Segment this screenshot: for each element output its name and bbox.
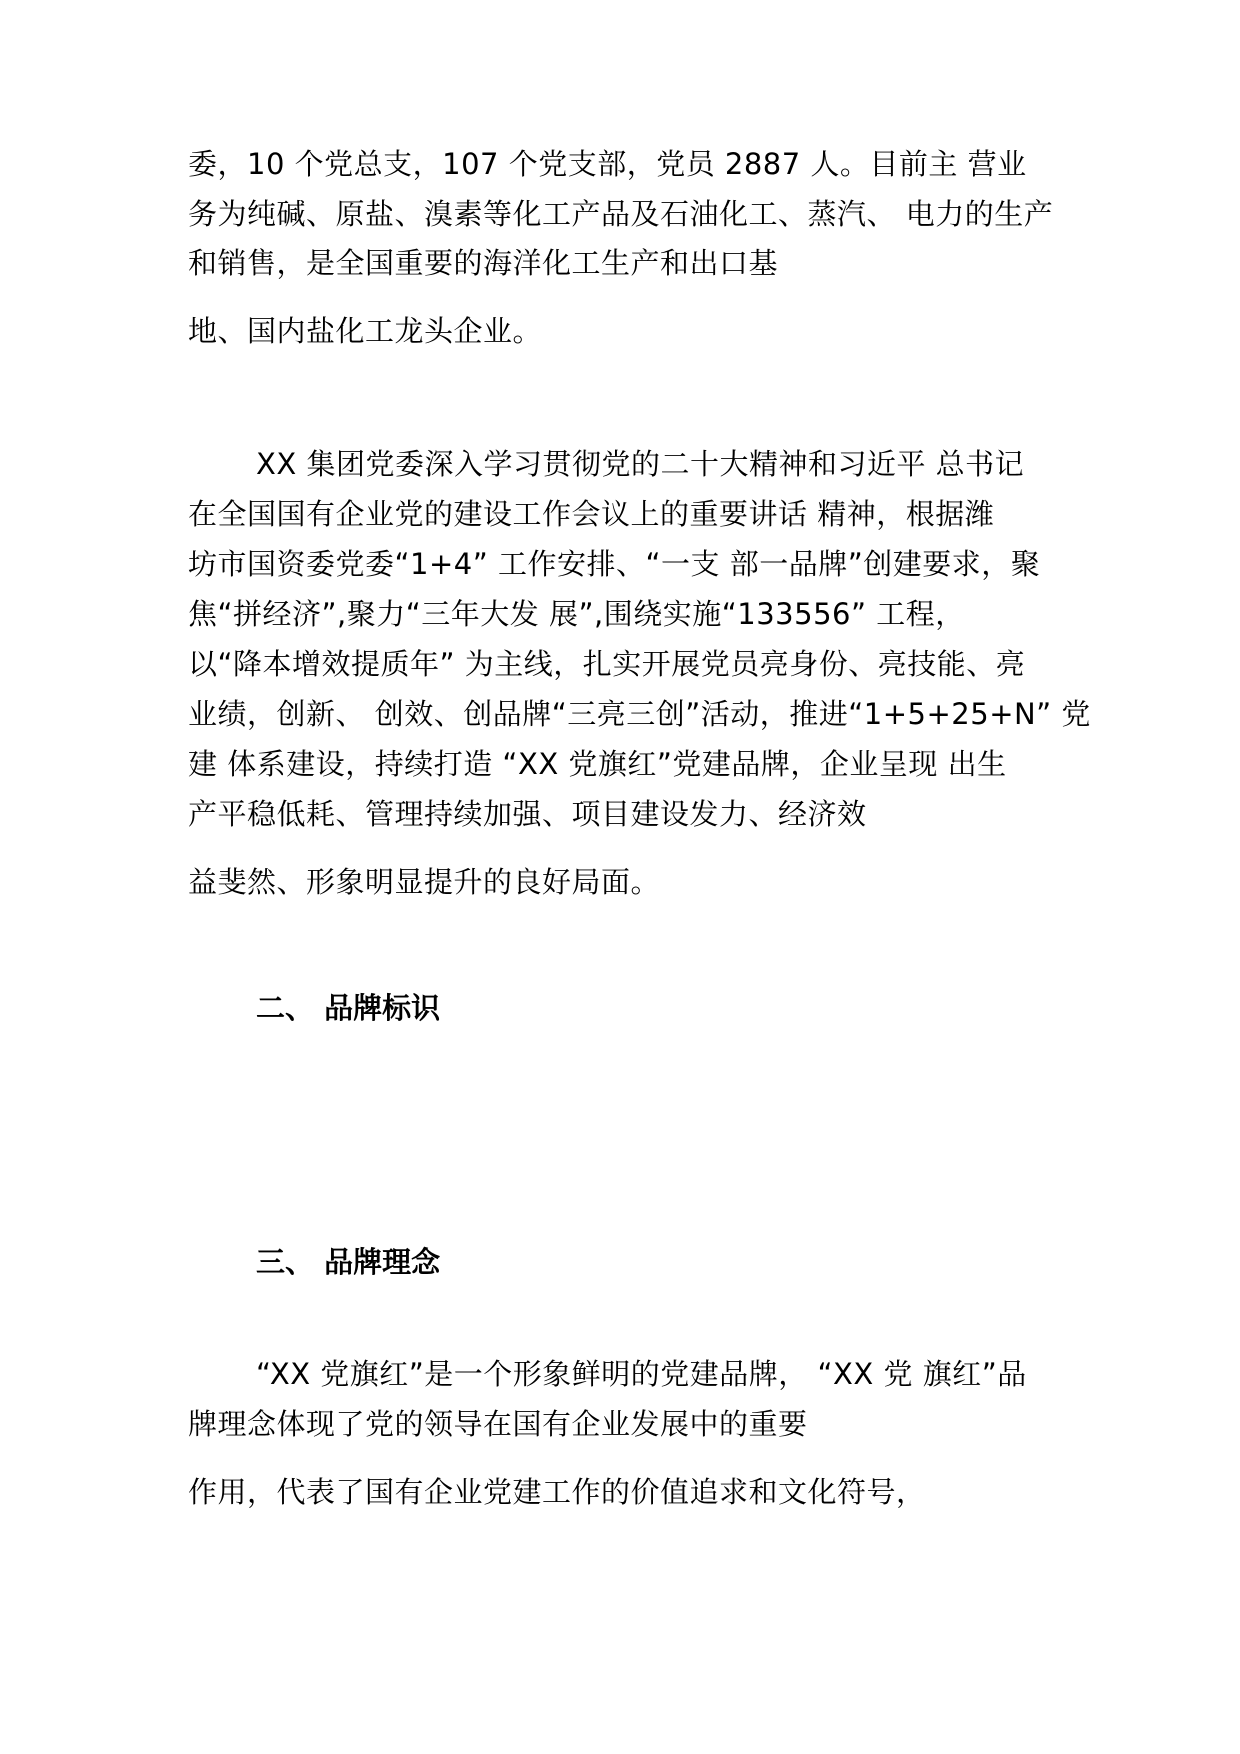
- paragraph-2-line-9: 益斐然、形象明显提升的良好局面。: [188, 865, 661, 899]
- paragraph-3-line-2: 牌理念体现了党的领导在国有企业发展中的重要: [188, 1407, 808, 1441]
- paragraph-1-line-1: 委，10 个党总支，107 个党支部，党员 2887 人。目前主 营业: [188, 147, 1027, 181]
- paragraph-1-line-3: 和销售，是全国重要的海洋化工生产和出口基: [188, 246, 779, 280]
- heading-brand-logo: 二、 品牌标识: [256, 991, 441, 1025]
- paragraph-2-line-2: 在全国国有企业党的建设工作会议上的重要讲话 精神，根据潍: [188, 497, 995, 531]
- heading-brand-philosophy: 三、 品牌理念: [256, 1245, 441, 1279]
- paragraph-2-line-8: 产平稳低耗、管理持续加强、项目建设发力、经济效: [188, 797, 867, 831]
- paragraph-1-line-4: 地、国内盐化工龙头企业。: [188, 314, 543, 348]
- paragraph-2-line-3: 坊市国资委党委“1+4” 工作安排、“一支 部一品牌”创建要求，聚: [188, 547, 1041, 581]
- paragraph-2-line-5: 以“降本增效提质年” 为主线，扎实开展党员亮身份、亮技能、亮: [188, 647, 1026, 681]
- paragraph-2-line-7: 建 体系建设，持续打造 “XX 党旗红”党建品牌，企业呈现 出生: [188, 747, 1007, 781]
- paragraph-2-line-1: XX 集团党委深入学习贯彻党的二十大精神和习近平 总书记: [256, 447, 1025, 481]
- paragraph-2-line-6: 业绩，创新、 创效、创品牌“三亮三创”活动，推进“1+5+25+N” 党: [188, 697, 1091, 731]
- paragraph-3-line-3: 作用，代表了国有企业党建工作的价值追求和文化符号，: [188, 1475, 926, 1509]
- paragraph-1-line-2: 务为纯碱、原盐、溴素等化工产品及石油化工、蒸汽、 电力的生产: [188, 197, 1054, 231]
- paragraph-3-line-1: “XX 党旗红”是一个形象鲜明的党建品牌， “XX 党 旗红”品: [256, 1357, 1027, 1391]
- paragraph-2-line-4: 焦“拼经济”,聚力“三年大发 展”,围绕实施“133556” 工程，: [188, 597, 965, 631]
